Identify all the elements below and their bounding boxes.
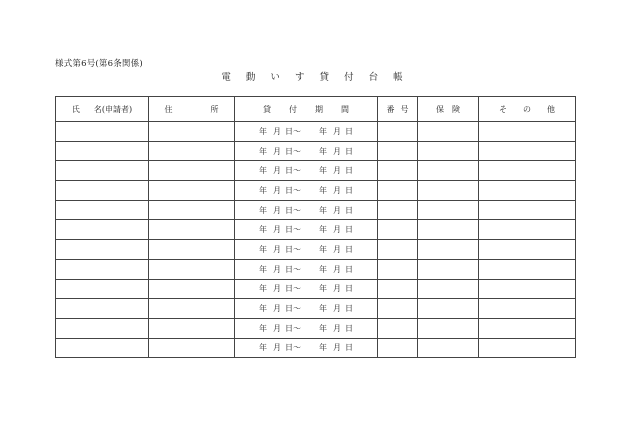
period-day-from: 日〜 — [285, 185, 301, 195]
table-row — [56, 200, 576, 220]
period-cell[interactable] — [235, 318, 378, 338]
period-year-from: 年 — [259, 225, 267, 235]
period-year-from: 年 — [259, 304, 267, 314]
period-day-from: 日〜 — [285, 146, 301, 156]
number-cell[interactable] — [378, 181, 418, 201]
table-row — [56, 279, 576, 299]
number-cell[interactable] — [378, 259, 418, 279]
table-row — [56, 299, 576, 319]
name-cell[interactable] — [56, 259, 149, 279]
title-char: 台 — [368, 72, 379, 83]
period-cell[interactable] — [235, 299, 378, 319]
table-row — [56, 122, 576, 142]
number-cell[interactable] — [378, 318, 418, 338]
period-year-from: 年 — [259, 244, 267, 254]
address-cell[interactable] — [149, 200, 235, 220]
header-row — [56, 97, 576, 122]
period-year-to: 年 — [319, 146, 327, 156]
title-char: 貸 — [319, 72, 330, 83]
period-day-from: 日〜 — [285, 244, 301, 254]
period-cell[interactable] — [235, 220, 378, 240]
title-char: 動 — [245, 72, 256, 83]
period-month-from: 月 — [273, 185, 281, 195]
period-month-to: 月 — [333, 284, 341, 294]
period-day-to: 日 — [345, 244, 353, 254]
table-row — [56, 220, 576, 240]
title-char: す — [294, 72, 305, 83]
period-day-from: 日〜 — [285, 304, 301, 314]
period-day-to: 日 — [345, 304, 353, 314]
period-day-to: 日 — [345, 225, 353, 235]
header-other-char: そ — [499, 104, 507, 114]
period-year-from: 年 — [259, 264, 267, 274]
period-month-from: 月 — [273, 225, 281, 235]
address-cell[interactable] — [149, 122, 235, 142]
header-address — [149, 97, 235, 122]
header-name — [56, 97, 149, 122]
address-cell[interactable] — [149, 259, 235, 279]
period-year-to: 年 — [319, 323, 327, 333]
period-year-from: 年 — [259, 284, 267, 294]
period-cell[interactable] — [235, 141, 378, 161]
header-other-char: 他 — [547, 104, 555, 114]
period-day-from: 日〜 — [285, 166, 301, 176]
number-cell[interactable] — [378, 122, 418, 142]
period-month-to: 月 — [333, 244, 341, 254]
period-month-to: 月 — [333, 185, 341, 195]
period-year-to: 年 — [319, 166, 327, 176]
period-cell[interactable] — [235, 279, 378, 299]
address-cell[interactable] — [149, 161, 235, 181]
period-day-to: 日 — [345, 343, 353, 353]
name-cell[interactable] — [56, 122, 149, 142]
insurance-cell[interactable] — [418, 240, 479, 260]
period-day-to: 日 — [345, 185, 353, 195]
period-year-to: 年 — [319, 185, 327, 195]
period-year-from: 年 — [259, 323, 267, 333]
period-month-to: 月 — [333, 343, 341, 353]
other-cell[interactable] — [479, 318, 576, 338]
period-year-to: 年 — [319, 264, 327, 274]
insurance-cell[interactable] — [418, 122, 479, 142]
number-cell[interactable] — [378, 200, 418, 220]
period-cell[interactable] — [235, 338, 378, 358]
period-year-from: 年 — [259, 166, 267, 176]
period-month-from: 月 — [273, 126, 281, 136]
header-other — [479, 97, 576, 122]
period-day-from: 日〜 — [285, 264, 301, 274]
address-cell[interactable] — [149, 299, 235, 319]
insurance-cell[interactable] — [418, 181, 479, 201]
insurance-cell[interactable] — [418, 279, 479, 299]
other-cell[interactable] — [479, 161, 576, 181]
period-year-from: 年 — [259, 126, 267, 136]
period-month-from: 月 — [273, 146, 281, 156]
period-month-to: 月 — [333, 166, 341, 176]
name-cell[interactable] — [56, 318, 149, 338]
period-year-to: 年 — [319, 205, 327, 215]
period-cell[interactable] — [235, 259, 378, 279]
name-cell[interactable] — [56, 181, 149, 201]
period-month-from: 月 — [273, 284, 281, 294]
name-cell[interactable] — [56, 220, 149, 240]
header-number — [378, 97, 418, 122]
header-insurance-char: 険 — [452, 104, 460, 114]
header-number-char: 号 — [400, 104, 409, 114]
number-cell[interactable] — [378, 240, 418, 260]
table-row — [56, 338, 576, 358]
period-month-from: 月 — [273, 323, 281, 333]
address-cell[interactable] — [149, 181, 235, 201]
period-day-from: 日〜 — [285, 323, 301, 333]
title-char: 付 — [344, 72, 354, 83]
period-year-to: 年 — [319, 225, 327, 235]
period-day-to: 日 — [345, 146, 353, 156]
period-day-to: 日 — [345, 264, 353, 274]
period-month-to: 月 — [333, 304, 341, 314]
header-name-a: 氏 — [71, 104, 80, 114]
title-char: 電 — [221, 72, 231, 83]
period-year-to: 年 — [319, 284, 327, 294]
name-cell[interactable] — [56, 161, 149, 181]
period-month-from: 月 — [273, 264, 281, 274]
name-cell[interactable] — [56, 279, 149, 299]
period-month-to: 月 — [333, 126, 341, 136]
table-row — [56, 318, 576, 338]
period-day-to: 日 — [345, 205, 353, 215]
address-cell[interactable] — [149, 338, 235, 358]
other-cell[interactable] — [479, 181, 576, 201]
period-day-from: 日〜 — [285, 126, 301, 136]
table-row — [56, 181, 576, 201]
insurance-cell[interactable] — [418, 299, 479, 319]
ledger-table — [55, 96, 576, 358]
header-period-char: 間 — [341, 104, 349, 114]
period-day-to: 日 — [345, 126, 353, 136]
period-cell[interactable] — [235, 122, 378, 142]
period-day-to: 日 — [345, 166, 353, 176]
header-insurance — [418, 97, 479, 122]
table-row — [56, 259, 576, 279]
insurance-cell[interactable] — [418, 161, 479, 181]
header-address-a: 住 — [164, 104, 173, 114]
other-cell[interactable] — [479, 259, 576, 279]
period-day-to: 日 — [345, 284, 353, 294]
address-cell[interactable] — [149, 240, 235, 260]
period-day-from: 日〜 — [285, 225, 301, 235]
name-cell[interactable] — [56, 141, 149, 161]
other-cell[interactable] — [479, 338, 576, 358]
period-year-from: 年 — [259, 185, 267, 195]
insurance-cell[interactable] — [418, 200, 479, 220]
header-insurance-char: 保 — [436, 104, 444, 114]
address-cell[interactable] — [149, 318, 235, 338]
period-year-from: 年 — [259, 205, 267, 215]
table-row — [56, 161, 576, 181]
number-cell[interactable] — [378, 299, 418, 319]
period-day-to: 日 — [345, 323, 353, 333]
address-cell[interactable] — [149, 279, 235, 299]
period-day-from: 日〜 — [285, 284, 301, 294]
header-number-char: 番 — [386, 104, 395, 114]
period-cell[interactable] — [235, 181, 378, 201]
insurance-cell[interactable] — [418, 220, 479, 240]
other-cell[interactable] — [479, 240, 576, 260]
ledger-title — [0, 69, 630, 83]
period-year-from: 年 — [259, 343, 267, 353]
insurance-cell[interactable] — [418, 141, 479, 161]
address-cell[interactable] — [149, 141, 235, 161]
period-month-from: 月 — [273, 304, 281, 314]
period-month-to: 月 — [333, 323, 341, 333]
period-day-from: 日〜 — [285, 343, 301, 353]
header-period-char: 貸 — [263, 104, 271, 114]
period-year-to: 年 — [319, 126, 327, 136]
period-month-from: 月 — [273, 244, 281, 254]
insurance-cell[interactable] — [418, 259, 479, 279]
period-month-to: 月 — [333, 264, 341, 274]
other-cell[interactable] — [479, 279, 576, 299]
name-cell[interactable] — [56, 299, 149, 319]
name-cell[interactable] — [56, 338, 149, 358]
insurance-cell[interactable] — [418, 338, 479, 358]
header-period-char: 付 — [289, 104, 297, 114]
period-cell[interactable] — [235, 240, 378, 260]
period-month-to: 月 — [333, 225, 341, 235]
header-other-char: の — [523, 104, 531, 114]
name-cell[interactable] — [56, 200, 149, 220]
period-month-to: 月 — [333, 146, 341, 156]
period-year-from: 年 — [259, 146, 267, 156]
period-year-to: 年 — [319, 304, 327, 314]
header-period — [235, 97, 378, 122]
number-cell[interactable] — [378, 338, 418, 358]
number-cell[interactable] — [378, 141, 418, 161]
period-cell[interactable] — [235, 161, 378, 181]
other-cell[interactable] — [479, 200, 576, 220]
period-month-from: 月 — [273, 343, 281, 353]
other-cell[interactable] — [479, 141, 576, 161]
other-cell[interactable] — [479, 220, 576, 240]
form-number-label: 様式第6号(第6条関係) — [55, 59, 143, 69]
period-year-to: 年 — [319, 244, 327, 254]
table-row — [56, 240, 576, 260]
period-cell[interactable] — [235, 200, 378, 220]
number-cell[interactable] — [378, 220, 418, 240]
title-char: 帳 — [393, 72, 403, 83]
number-cell[interactable] — [378, 161, 418, 181]
period-month-from: 月 — [273, 166, 281, 176]
other-cell[interactable] — [479, 122, 576, 142]
header-name-b: 名(申請者) — [93, 104, 133, 114]
header-address-b: 所 — [210, 104, 219, 114]
name-cell[interactable] — [56, 240, 149, 260]
period-day-from: 日〜 — [285, 205, 301, 215]
table-row — [56, 141, 576, 161]
period-month-from: 月 — [273, 205, 281, 215]
other-cell[interactable] — [479, 299, 576, 319]
number-cell[interactable] — [378, 279, 418, 299]
period-month-to: 月 — [333, 205, 341, 215]
address-cell[interactable] — [149, 220, 235, 240]
ledger-body — [56, 122, 576, 358]
period-year-to: 年 — [319, 343, 327, 353]
title-char: い — [270, 72, 280, 83]
header-period-char: 期 — [315, 104, 323, 114]
insurance-cell[interactable] — [418, 318, 479, 338]
